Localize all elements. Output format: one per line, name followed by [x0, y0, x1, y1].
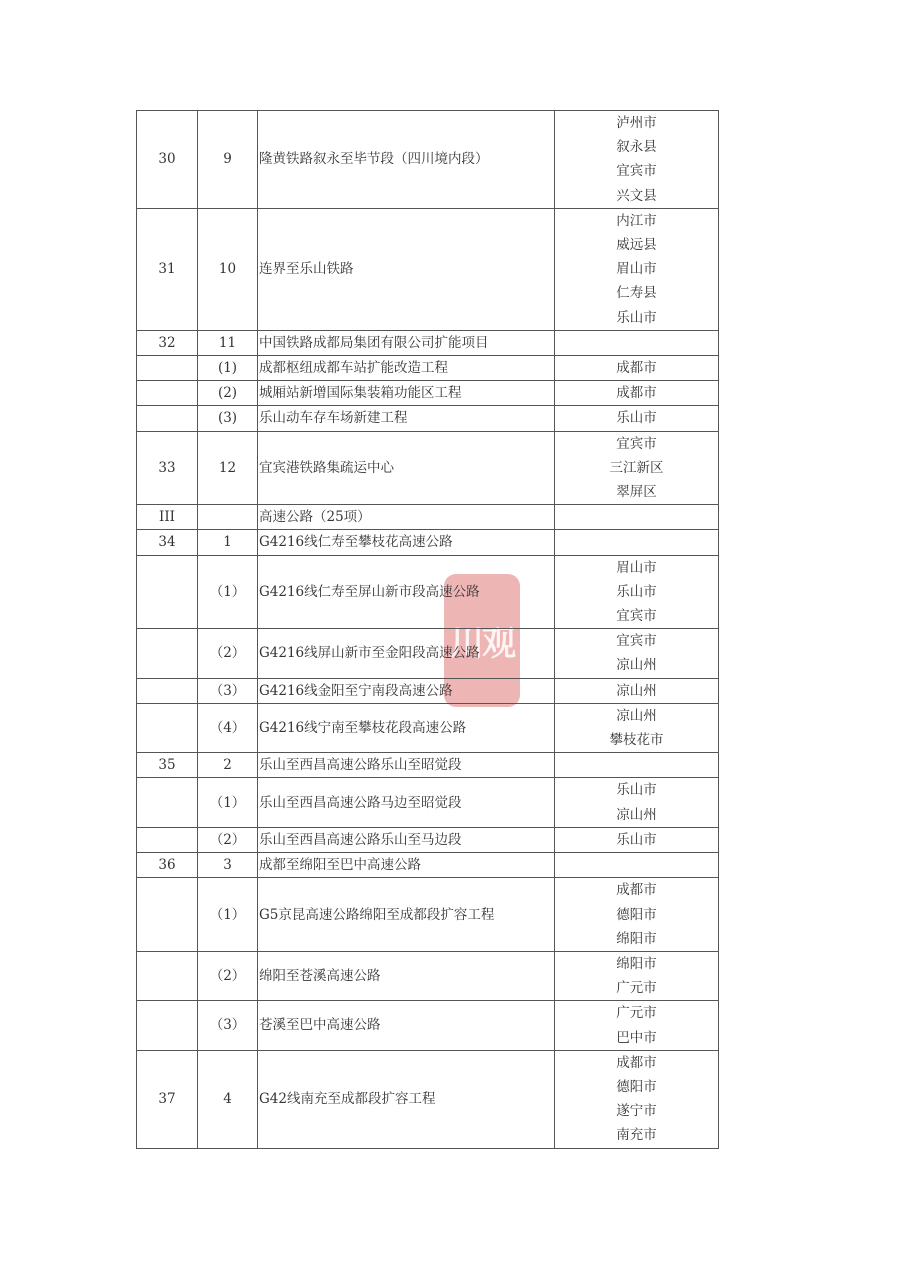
row-number	[137, 406, 198, 431]
location: 宜宾市	[616, 435, 657, 452]
table-row	[137, 530, 719, 555]
location-cell	[555, 406, 719, 431]
location-cell	[555, 1050, 719, 1148]
table-row	[137, 431, 719, 505]
row-number	[137, 951, 198, 1000]
project-name: 成都枢纽成都车站扩能改造工程	[258, 356, 555, 381]
project-name: G4216线金阳至宁南段高速公路	[258, 678, 555, 703]
location: 绵阳市	[616, 930, 657, 947]
table-row	[137, 1050, 719, 1148]
sub-number: 12	[198, 431, 258, 505]
table-row	[137, 505, 719, 530]
sub-number: 11	[198, 330, 258, 355]
location-cell	[555, 878, 719, 952]
location: 德阳市	[616, 906, 657, 923]
sub-number: （1）	[198, 555, 258, 629]
location-cell	[555, 827, 719, 852]
project-name: 宜宾港铁路集疏运中心	[258, 431, 555, 505]
row-number	[137, 555, 198, 629]
location: 成都市	[616, 1054, 657, 1071]
sub-number: 3	[198, 853, 258, 878]
sub-number: 1	[198, 530, 258, 555]
table-row	[137, 778, 719, 827]
row-number: 32	[137, 330, 198, 355]
row-number	[137, 356, 198, 381]
sub-number: （3）	[198, 678, 258, 703]
project-name: 乐山动车存车场新建工程	[258, 406, 555, 431]
location: 德阳市	[616, 1078, 657, 1095]
location-cell	[555, 208, 719, 330]
location: 三江新区	[609, 459, 664, 476]
location: 攀枝花市	[609, 732, 664, 749]
location: 遂宁市	[616, 1103, 657, 1120]
table-row	[137, 208, 719, 330]
row-number	[137, 678, 198, 703]
location: 仁寿县	[616, 285, 657, 302]
row-number: 30	[137, 111, 198, 209]
project-name: G4216线仁寿至屏山新市段高速公路	[258, 555, 555, 629]
sub-number: （4）	[198, 703, 258, 752]
location: 凉山州	[616, 657, 657, 674]
location: 凉山州	[616, 707, 657, 724]
row-number	[137, 381, 198, 406]
project-name: G42线南充至成都段扩容工程	[258, 1050, 555, 1148]
location: 兴文县	[616, 187, 657, 204]
project-name: 连界至乐山铁路	[258, 208, 555, 330]
location: 内江市	[616, 212, 657, 229]
table-row	[137, 853, 719, 878]
location: 泸州市	[616, 115, 657, 131]
row-number: 31	[137, 208, 198, 330]
project-name: 乐山至西昌高速公路马边至昭觉段	[258, 778, 555, 827]
location: 凉山州	[616, 682, 657, 699]
location-cell	[555, 381, 719, 406]
sub-number: (1)	[198, 356, 258, 381]
location-cell	[555, 555, 719, 629]
project-name: 绵阳至苍溪高速公路	[258, 951, 555, 1000]
sub-number: （1）	[198, 778, 258, 827]
project-name: G5京昆高速公路绵阳至成都段扩容工程	[258, 878, 555, 952]
sub-number	[198, 505, 258, 530]
sub-number: （2）	[198, 951, 258, 1000]
sub-number: (3)	[198, 406, 258, 431]
location-cell	[555, 111, 719, 209]
location: 乐山市	[616, 782, 657, 799]
location: 翠屏区	[616, 484, 657, 501]
location: 威远县	[616, 237, 657, 254]
sub-number: 9	[198, 111, 258, 209]
table-row	[137, 827, 719, 852]
sub-number: （1）	[198, 878, 258, 952]
project-name: 中国铁路成都局集团有限公司扩能项目	[258, 330, 555, 355]
project-table	[136, 110, 719, 1149]
location: 乐山市	[616, 583, 657, 600]
location-cell	[555, 778, 719, 827]
table-row	[137, 878, 719, 952]
location: 乐山市	[616, 309, 657, 326]
project-name: 高速公路（25项）	[258, 505, 555, 530]
location: 眉山市	[616, 261, 657, 278]
project-name: G4216线仁寿至攀枝花高速公路	[258, 530, 555, 555]
row-number: 35	[137, 753, 198, 778]
location-cell	[555, 356, 719, 381]
table-row	[137, 753, 719, 778]
project-name: 苍溪至巴中高速公路	[258, 1001, 555, 1050]
location: 叙永县	[616, 139, 657, 156]
table-row	[137, 678, 719, 703]
location-cell	[555, 330, 719, 355]
row-number	[137, 1001, 198, 1050]
table-row	[137, 555, 719, 629]
location-cell	[555, 678, 719, 703]
sub-number: (2)	[198, 381, 258, 406]
sub-number: （3）	[198, 1001, 258, 1050]
sub-number: （2）	[198, 629, 258, 678]
location: 绵阳市	[616, 955, 657, 972]
watermark-logo: 川观	[444, 574, 520, 707]
table-row	[137, 629, 719, 678]
location: 广元市	[616, 980, 657, 997]
table-row	[137, 1001, 719, 1050]
table-row	[137, 330, 719, 355]
location: 眉山市	[616, 559, 657, 576]
row-number	[137, 703, 198, 752]
location: 巴中市	[616, 1029, 657, 1046]
location: 南充市	[616, 1127, 657, 1144]
location: 宜宾市	[616, 608, 657, 625]
table-row	[137, 111, 719, 209]
location: 广元市	[616, 1005, 657, 1022]
sub-number: （2）	[198, 827, 258, 852]
location-cell	[555, 431, 719, 505]
location-cell	[555, 853, 719, 878]
row-number	[137, 778, 198, 827]
table-row	[137, 406, 719, 431]
project-name: G4216线屏山新市至金阳段高速公路	[258, 629, 555, 678]
row-number: 37	[137, 1050, 198, 1148]
location: 乐山市	[616, 831, 657, 848]
location-cell	[555, 753, 719, 778]
location-cell	[555, 951, 719, 1000]
location: 成都市	[616, 882, 657, 899]
sub-number: 4	[198, 1050, 258, 1148]
location-cell	[555, 1001, 719, 1050]
sub-number: 10	[198, 208, 258, 330]
row-number	[137, 878, 198, 952]
location: 乐山市	[616, 410, 657, 427]
location: 成都市	[616, 385, 657, 402]
project-name: 乐山至西昌高速公路乐山至马边段	[258, 827, 555, 852]
table-row	[137, 381, 719, 406]
location: 凉山州	[616, 806, 657, 823]
table-row	[137, 703, 719, 752]
sub-number: 2	[198, 753, 258, 778]
location-cell	[555, 703, 719, 752]
row-number	[137, 629, 198, 678]
project-name: 隆黄铁路叙永至毕节段（四川境内段）	[258, 111, 555, 209]
row-number: III	[137, 505, 198, 530]
location-cell	[555, 629, 719, 678]
row-number: 34	[137, 530, 198, 555]
project-name: G4216线宁南至攀枝花段高速公路	[258, 703, 555, 752]
table-row	[137, 951, 719, 1000]
location: 宜宾市	[616, 633, 657, 650]
table-row	[137, 356, 719, 381]
location: 宜宾市	[616, 163, 657, 180]
location-cell	[555, 530, 719, 555]
project-name: 成都至绵阳至巴中高速公路	[258, 853, 555, 878]
row-number	[137, 827, 198, 852]
row-number: 36	[137, 853, 198, 878]
row-number: 33	[137, 431, 198, 505]
project-name: 乐山至西昌高速公路乐山至昭觉段	[258, 753, 555, 778]
location: 成都市	[616, 360, 657, 377]
project-name: 城厢站新增国际集装箱功能区工程	[258, 381, 555, 406]
location-cell	[555, 505, 719, 530]
